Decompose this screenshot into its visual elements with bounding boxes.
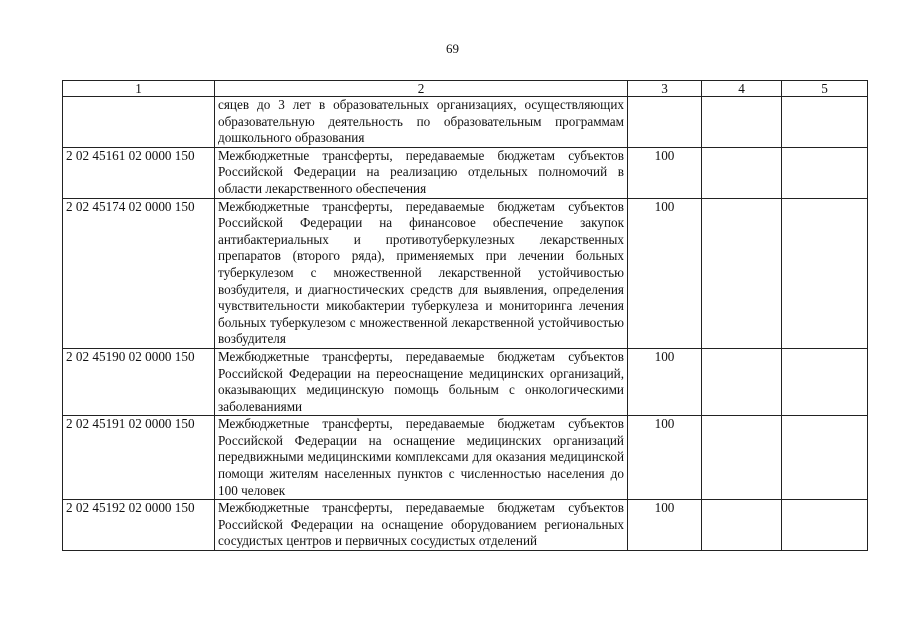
header-cell: 4 — [702, 81, 782, 97]
budget-code: 2 02 45190 02 0000 150 — [63, 348, 215, 415]
description: Межбюджетные трансферты, передаваемые бюджетам субъектов Российской Федерации на финансовое обеспечение закупок антибактериальных и противотуберкулезных лекарственных препаратов (второго ряда), применяемых при лечении больных туберкулезом с множественной лекарственной устойчивостью возбудителя, и диагностических средств для выявления, определения чувствительности микобактерии туберкулеза и мониторинга лечения больных туберкулезом с множественной лекарственной устойчивостью возбудителя — [215, 198, 628, 348]
description: Межбюджетные трансферты, передаваемые бюджетам субъектов Российской Федерации на переоснащение медицинских организаций, оказывающих медицинскую помощь больным с онкологическими заболеваниями — [215, 348, 628, 415]
table-row — [63, 416, 868, 500]
col5-value — [782, 97, 868, 148]
table-row — [63, 97, 868, 148]
col4-value — [702, 416, 782, 500]
page-number: 69 — [446, 41, 459, 56]
header-cell: 3 — [628, 81, 702, 97]
header-cell: 2 — [215, 81, 628, 97]
description: Межбюджетные трансферты, передаваемые бюджетам субъектов Российской Федерации на оснащение медицинских организаций передвижными медицинскими комплексами для оказания медицинской помощи жителям населенных пунктов с численностью населения до 100 человек — [215, 416, 628, 500]
table-row — [63, 147, 868, 198]
budget-code — [63, 97, 215, 148]
table-row — [63, 348, 868, 415]
budget-table — [62, 80, 868, 551]
budget-code: 2 02 45191 02 0000 150 — [63, 416, 215, 500]
budget-code: 2 02 45174 02 0000 150 — [63, 198, 215, 348]
col4-value — [702, 198, 782, 348]
budget-code: 2 02 45192 02 0000 150 — [63, 500, 215, 551]
budget-code: 2 02 45161 02 0000 150 — [63, 147, 215, 198]
col3-value: 100 — [628, 198, 702, 348]
header-cell: 1 — [63, 81, 215, 97]
header-cell: 5 — [782, 81, 868, 97]
description: Межбюджетные трансферты, передаваемые бюджетам субъектов Российской Федерации на реализацию отдельных полномочий в области лекарственного обеспечения — [215, 147, 628, 198]
description: Межбюджетные трансферты, передаваемые бюджетам субъектов Российской Федерации на оснащение оборудованием региональных сосудистых центров и первичных сосудистых отделений — [215, 500, 628, 551]
description: сяцев до 3 лет в образовательных организациях, осуществляющих образовательную деятельность по образовательным программам дошкольного образования — [215, 97, 628, 148]
col4-value — [702, 147, 782, 198]
col3-value: 100 — [628, 500, 702, 551]
col3-value: 100 — [628, 147, 702, 198]
col4-value — [702, 97, 782, 148]
col5-value — [782, 348, 868, 415]
col4-value — [702, 348, 782, 415]
table-row — [63, 500, 868, 551]
col3-value: 100 — [628, 416, 702, 500]
col5-value — [782, 500, 868, 551]
col3-value — [628, 97, 702, 148]
col5-value — [782, 147, 868, 198]
table-row — [63, 198, 868, 348]
header-row — [63, 81, 868, 97]
col5-value — [782, 416, 868, 500]
col5-value — [782, 198, 868, 348]
col3-value: 100 — [628, 348, 702, 415]
col4-value — [702, 500, 782, 551]
